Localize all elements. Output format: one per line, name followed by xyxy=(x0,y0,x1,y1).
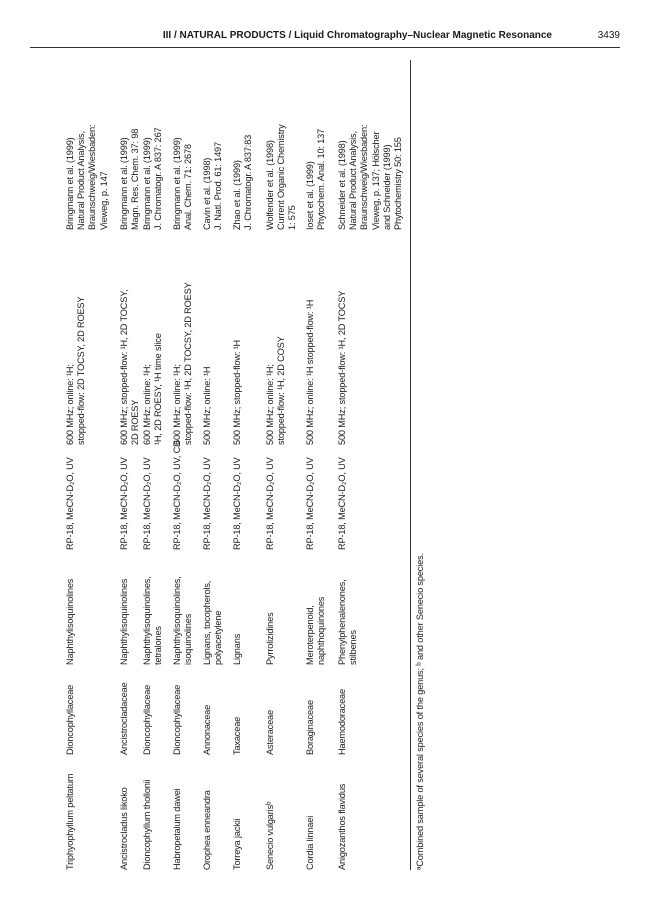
cell-line: Ancistrocladus likoko xyxy=(119,787,129,870)
cell-line: 500 MHz; stopped-flow: ¹H xyxy=(232,339,242,445)
cell-line: Asteraceae xyxy=(265,710,275,755)
cell-line: Vieweg, p. 147 xyxy=(98,171,109,230)
cell-line: 1: 575 xyxy=(287,205,298,230)
cell-line: Zhao et al. (1999) xyxy=(232,160,242,230)
cell-line: Natural Product Analysis, xyxy=(348,131,359,230)
cell-line: Annonaceae xyxy=(202,704,212,755)
cell-line: Habropetalum dawei xyxy=(172,788,182,870)
cell-line: Torreya jackii xyxy=(232,818,242,870)
cell-line: Schneider et al. (1998) xyxy=(337,140,347,230)
cell-line: stopped-flow: ¹H, 2D COSY xyxy=(276,336,287,445)
nmr-conditions-cell xyxy=(119,230,141,445)
running-header xyxy=(0,30,620,44)
species-cell xyxy=(65,755,76,870)
compounds-cell xyxy=(337,555,359,665)
cell-line: J. Natl. Prod. 61: 1497 xyxy=(213,142,224,230)
nmr-conditions-cell xyxy=(265,230,287,445)
nmr-conditions-cell xyxy=(202,230,213,445)
cell-line: 600 MHz; stopped-flow: ¹H, 2D TOCSY, xyxy=(119,289,129,445)
reference-cell xyxy=(305,55,327,230)
cell-line: RP-18, MeCN-D₂O, UV xyxy=(337,457,347,550)
nmr-conditions-cell xyxy=(337,230,348,445)
cell-line: Bringmann et al. (1999) xyxy=(172,137,182,230)
nmr-conditions-cell xyxy=(142,230,164,445)
cell-line: tetralones xyxy=(153,626,164,665)
cell-line: polyacetylene xyxy=(213,610,224,665)
family-cell xyxy=(65,675,76,755)
cell-line: Braunschweig/Wiesbaden: xyxy=(359,124,370,230)
cell-line: 600 MHz; online: ¹H; xyxy=(172,364,182,445)
compounds-cell xyxy=(142,555,164,665)
lc-conditions-cell xyxy=(202,450,213,550)
family-cell xyxy=(142,675,153,755)
cell-line: Phytochem. Anal. 10: 137 xyxy=(316,128,327,230)
species-cell xyxy=(142,755,153,870)
compounds-cell xyxy=(305,555,327,665)
table-footnote: ᵃCombined sample of several species of the genus; ᵇ and other Senecio species. xyxy=(415,553,425,870)
species-cell xyxy=(232,755,243,870)
cell-line: Senecio vulgarisᵇ xyxy=(265,801,275,870)
cell-line: Naphthylisoquinolines, xyxy=(172,576,182,665)
lc-conditions-cell xyxy=(119,450,130,550)
reference-cell xyxy=(142,55,164,230)
cell-line: RP-18, MeCN-D₂O, UV xyxy=(305,457,315,550)
cell-line: Naphthylisoquinolines xyxy=(119,578,129,665)
compounds-cell xyxy=(65,555,76,665)
running-title: III / NATURAL PRODUCTS / Liquid Chromatography–Nuclear Magnetic Resonance xyxy=(162,30,552,41)
cell-line: RP-18, MeCN-D₂O, UV xyxy=(142,457,152,550)
cell-line: Braunschweig/Wiesbaden: xyxy=(87,124,98,230)
cell-line: Triphyophyllum peltatum xyxy=(65,773,75,870)
compounds-cell xyxy=(172,555,194,665)
compounds-cell xyxy=(202,555,224,665)
cell-line: 600 MHz; online: ¹H; xyxy=(65,364,75,445)
rotated-table xyxy=(65,60,425,870)
lc-conditions-cell xyxy=(337,450,348,550)
nmr-conditions-cell xyxy=(305,230,316,445)
cell-line: Phytochemistry 50: 155 xyxy=(393,137,404,230)
reference-cell xyxy=(232,55,254,230)
species-cell xyxy=(265,755,276,870)
cell-line: Ancistrocladaceae xyxy=(119,682,129,755)
family-cell xyxy=(337,675,348,755)
cell-line: Orophea enneandra xyxy=(202,790,212,870)
nmr-conditions-cell xyxy=(65,230,87,445)
cell-line: 2D ROESY xyxy=(130,399,141,445)
lc-conditions-cell xyxy=(172,440,183,550)
lc-conditions-cell xyxy=(142,450,153,550)
family-cell xyxy=(172,675,183,755)
cell-line: Bringmann et al. (1999) xyxy=(142,137,152,230)
family-cell xyxy=(232,675,243,755)
cell-line: Pyrrolizidines xyxy=(265,612,275,665)
cell-line: Natural Product Analysis, xyxy=(76,131,87,230)
cell-line: Vieweg, p. 137; Hölscher xyxy=(370,131,381,230)
cell-line: Taxaceae xyxy=(232,716,242,755)
cell-line: Cordia linnaei xyxy=(305,815,315,870)
reference-cell xyxy=(65,55,110,230)
cell-line: Lignans xyxy=(232,633,242,665)
cell-line: ¹H, 2D ROESY, ¹H time slice xyxy=(153,333,164,445)
lc-conditions-cell xyxy=(265,450,276,550)
header-rule xyxy=(30,47,620,48)
cell-line: Dioncophyllum thollonii xyxy=(142,779,152,870)
nmr-conditions-cell xyxy=(232,230,243,445)
cell-line: Haemodoraceae xyxy=(337,689,347,755)
cell-line: Lignans, tocopherols, xyxy=(202,580,212,665)
page-number: 3439 xyxy=(597,30,620,41)
cell-line: Dioncophyllaceae xyxy=(142,684,152,755)
cell-line: Anigozanthos flavidus xyxy=(337,783,347,870)
cell-line: Anal. Chem. 71: 2678 xyxy=(183,144,194,230)
species-cell xyxy=(172,755,183,870)
cell-line: Meroterpenoid, xyxy=(305,605,315,665)
cell-line: RP-18, MeCN-D₂O, UV xyxy=(202,457,212,550)
cell-line: Bringmann et al. (1999) xyxy=(65,137,75,230)
cell-line: stopped-flow: 2D TOCSY, 2D ROESY xyxy=(76,296,87,445)
species-cell xyxy=(119,755,130,870)
cell-line: Bringmann et al. (1999) xyxy=(119,137,129,230)
reference-cell xyxy=(119,55,141,230)
nmr-conditions-cell xyxy=(172,230,194,445)
compounds-cell xyxy=(119,555,130,665)
family-cell xyxy=(265,675,276,755)
cell-line: stilbenes xyxy=(348,630,359,665)
reference-cell xyxy=(202,55,224,230)
cell-line: Dioncophyllaceae xyxy=(172,684,182,755)
cell-line: 500 MHz; online: ¹H xyxy=(202,366,212,445)
cell-line: stopped-flow: ¹H, 2D TOCSY, 2D ROESY xyxy=(183,282,194,445)
cell-line: J. Chromatogr. A 837:83 xyxy=(243,134,254,230)
reference-cell xyxy=(337,55,404,230)
lc-conditions-cell xyxy=(305,450,316,550)
lc-conditions-cell xyxy=(232,450,243,550)
cell-line: Phenylphenalenones, xyxy=(337,579,347,665)
cell-line: Naphthylisoquinolines, xyxy=(142,576,152,665)
reference-cell xyxy=(265,55,299,230)
cell-line: Ioset et al. (1999) xyxy=(305,161,315,230)
cell-line: RP-18, MeCN-D₂O, UV xyxy=(65,457,75,550)
cell-line: RP-18, MeCN-D₂O, UV xyxy=(119,457,129,550)
species-cell xyxy=(337,755,348,870)
compounds-cell xyxy=(232,555,243,665)
cell-line: J. Chromatogr. A 837: 267 xyxy=(153,127,164,230)
cell-line: RP-18, MeCN-D₂O, UV, CD xyxy=(172,440,182,550)
cell-line: 500 MHz; stopped-flow: ¹H, 2D TOCSY xyxy=(337,290,347,445)
cell-line: RP-18, MeCN-D₂O, UV xyxy=(265,457,275,550)
cell-line: 500 MHz; online: ¹H; xyxy=(265,364,275,445)
family-cell xyxy=(202,675,213,755)
species-cell xyxy=(305,755,316,870)
cell-line: and Schneider (1999) xyxy=(381,144,392,230)
species-cell xyxy=(202,755,213,870)
cell-line: Naphthylisoquinolines xyxy=(65,578,75,665)
family-cell xyxy=(305,675,316,755)
family-cell xyxy=(119,675,130,755)
cell-line: Magn. Res. Chem. 37: 98 xyxy=(130,128,141,230)
cell-line: naphthoquinones xyxy=(316,596,327,665)
cell-line: Current Organic Chemistry xyxy=(276,124,287,230)
cell-line: RP-18, MeCN-D₂O, UV xyxy=(232,457,242,550)
cell-line: isoquinolines xyxy=(183,613,194,665)
cell-line: 500 MHz; online: ¹H stopped-flow: ¹H xyxy=(305,299,315,445)
cell-line: Boraginaceae xyxy=(305,700,315,755)
lc-conditions-cell xyxy=(65,450,76,550)
cell-line: Wolfender et al. (1998) xyxy=(265,140,275,230)
compounds-cell xyxy=(265,555,276,665)
cell-line: Cavin et al. (1998) xyxy=(202,157,212,230)
table-bottom-rule xyxy=(410,60,411,870)
reference-cell xyxy=(172,55,194,230)
cell-line: 600 MHz; online: ¹H; xyxy=(142,364,152,445)
cell-line: Dioncophyllaceae xyxy=(65,684,75,755)
